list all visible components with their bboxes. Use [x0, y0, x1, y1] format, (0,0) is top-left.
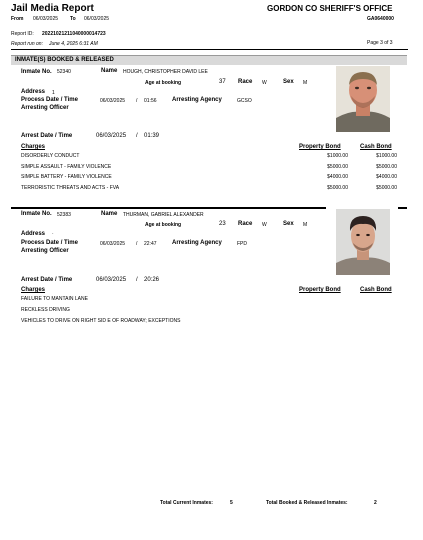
- charge-property-bond: $5000.00: [327, 164, 348, 170]
- charge-desc: FAILURE TO MANTAIN LANE: [21, 296, 88, 302]
- charge-desc: TERRORISTIC THREATS AND ACTS - FVA: [21, 185, 120, 191]
- from-date: 06/03/2025: [33, 16, 59, 22]
- inmate-name: HOUGH, CHRISTOPHER DAVID LEE: [123, 69, 208, 75]
- charge-desc: SIMPLE ASSAULT - FAMILY VIOLENCE: [21, 164, 112, 170]
- charge-property-bond: $5000.00: [327, 185, 348, 191]
- section-title: INMATE(S) BOOKED & RELEASED: [15, 57, 114, 63]
- process-date: 06/03/2025: [100, 241, 126, 247]
- name-label: Name: [101, 211, 118, 217]
- inmate-photo-1: [336, 66, 390, 132]
- charge-cash-bond: $5000.00: [376, 185, 397, 191]
- total-booked-value: 2: [374, 500, 377, 506]
- property-bond-header: Property Bond: [299, 144, 341, 150]
- arresting-agency-value: FPD: [237, 241, 247, 247]
- inmate-name: THURMAN, GABRIEL ALEXANDER: [123, 212, 204, 218]
- inmate-photo-2: [336, 209, 390, 275]
- arrest-date-label: Arrest Date / Time: [21, 133, 73, 139]
- arresting-agency-label: Arresting Agency: [172, 240, 222, 246]
- age-value: 23: [219, 221, 226, 227]
- charge-desc: VEHICLES TO DRIVE ON RIGHT SID E OF ROADWAY; EXCEPTIONS: [21, 318, 181, 324]
- record-divider-end: [398, 207, 407, 209]
- report-title: Jail Media Report: [11, 3, 94, 14]
- total-current-value: 5: [230, 500, 233, 506]
- inmate-no-value: 52383: [57, 212, 71, 218]
- race-value: W: [262, 222, 267, 228]
- arrest-date: 06/03/2025: [96, 277, 127, 283]
- arrest-date-label: Arrest Date / Time: [21, 277, 73, 283]
- slash: /: [136, 277, 138, 283]
- sex-value: M: [303, 80, 308, 86]
- report-id: 20221021211040000014723: [42, 31, 106, 37]
- cash-bond-header: Cash Bond: [360, 287, 392, 293]
- race-label: Race: [238, 79, 253, 85]
- age-value: 37: [219, 79, 226, 85]
- to-date: 06/03/2025: [84, 16, 110, 22]
- charges-header: Charges: [21, 144, 46, 150]
- address-label: Address: [21, 231, 46, 237]
- name-label: Name: [101, 68, 118, 74]
- property-bond-header: Property Bond: [299, 287, 341, 293]
- charges-header: Charges: [21, 287, 46, 293]
- process-time: 01:56: [144, 98, 157, 104]
- process-date-label: Process Date / Time: [21, 97, 78, 103]
- from-label: From: [11, 16, 24, 22]
- address-value: ·: [52, 231, 54, 237]
- agency-code: GA0640000: [367, 16, 394, 22]
- inmate-no-label: Inmate No.: [21, 69, 52, 75]
- total-booked-label: Total Booked & Released Inmates:: [266, 500, 348, 506]
- total-current-label: Total Current Inmates:: [160, 500, 213, 506]
- to-label: To: [70, 16, 76, 22]
- slash: /: [136, 241, 138, 247]
- process-time: 22:47: [144, 241, 157, 247]
- sex-label: Sex: [283, 221, 294, 227]
- age-label: Age at booking: [145, 80, 182, 86]
- cash-bond-header: Cash Bond: [360, 144, 392, 150]
- arrest-time: 01:39: [144, 133, 160, 139]
- slash: /: [136, 133, 138, 139]
- charge-cash-bond: $1000.00: [376, 153, 397, 159]
- run-on-date: June 4, 2025 6:31 AM: [49, 41, 98, 47]
- race-label: Race: [238, 221, 253, 227]
- arresting-agency-value: GCSO: [237, 98, 252, 104]
- charge-property-bond: $1000.00: [327, 153, 348, 159]
- race-value: W: [262, 80, 267, 86]
- page-number: Page 3 of 3: [367, 40, 393, 46]
- arresting-officer-label: Arresting Officer: [21, 248, 69, 254]
- address-label: Address: [21, 89, 46, 95]
- record-divider: [11, 207, 326, 209]
- sex-value: M: [303, 222, 308, 228]
- process-date: 06/03/2025: [100, 98, 126, 104]
- charge-desc: RECKLESS DRIVING: [21, 307, 70, 313]
- agency-name: GORDON CO SHERIFF'S OFFICE: [267, 4, 393, 13]
- charge-property-bond: $4000.00: [327, 174, 348, 180]
- arrest-time: 20:26: [144, 277, 160, 283]
- report-id-label: Report ID:: [11, 31, 34, 37]
- age-label: Age at booking: [145, 222, 182, 228]
- inmate-no-value: 52340: [57, 69, 71, 75]
- arresting-agency-label: Arresting Agency: [172, 97, 222, 103]
- charge-desc: SIMPLE BATTERY - FAMILY VIOLENCE: [21, 174, 112, 180]
- charge-cash-bond: $4000.00: [376, 174, 397, 180]
- charge-cash-bond: $5000.00: [376, 164, 397, 170]
- address-value: 1: [52, 90, 55, 96]
- process-date-label: Process Date / Time: [21, 240, 78, 246]
- sex-label: Sex: [283, 79, 294, 85]
- inmate-no-label: Inmate No.: [21, 211, 52, 217]
- charge-desc: DISORDERLY CONDUCT: [21, 153, 80, 159]
- header-divider: [11, 49, 408, 50]
- arresting-officer-label: Arresting Officer: [21, 105, 69, 111]
- arrest-date: 06/03/2025: [96, 133, 127, 139]
- run-on-label: Report run on:: [11, 41, 43, 47]
- slash: /: [136, 98, 138, 104]
